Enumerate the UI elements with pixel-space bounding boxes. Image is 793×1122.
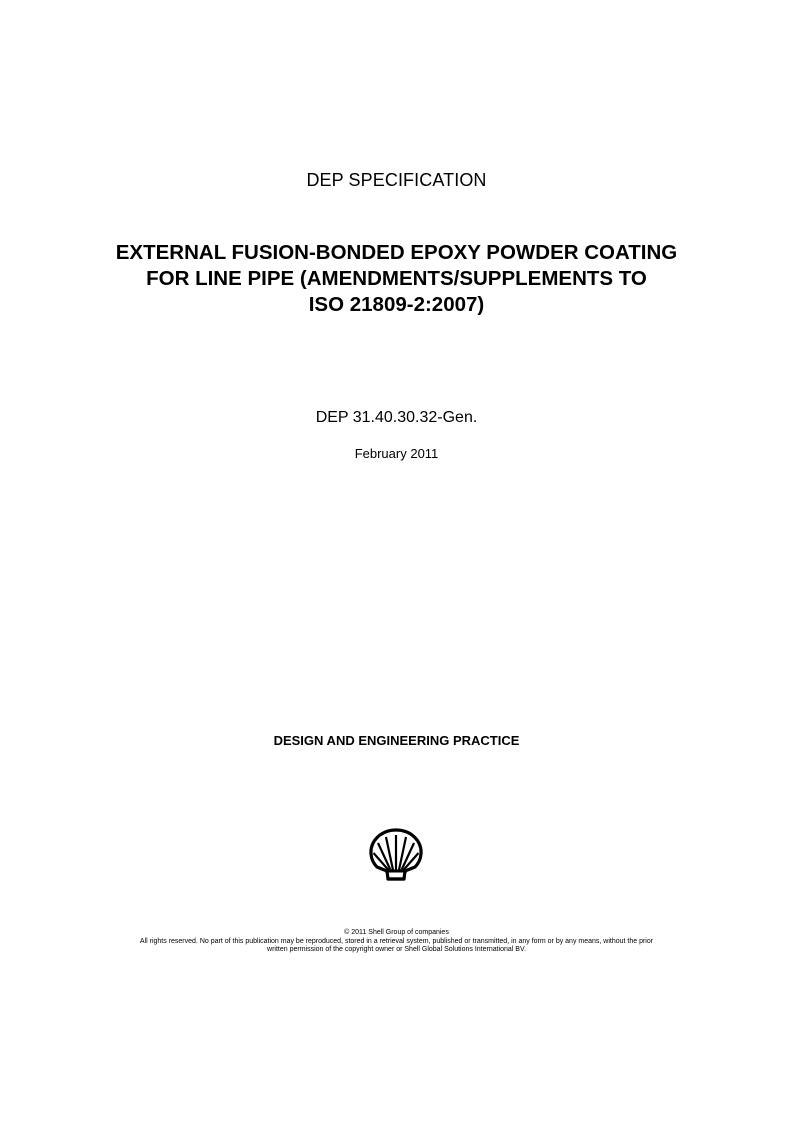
copyright-notice (0, 929, 793, 955)
document-date: February 2011 (354, 446, 439, 461)
copyright-line: written permission of the copyright owner or Shell Global Solutions International BV. (267, 946, 526, 953)
document-type-label: DEP SPECIFICATION (306, 170, 487, 190)
document-number: DEP 31.40.30.32-Gen. (315, 409, 478, 426)
document-title (0, 240, 793, 318)
title-line: ISO 21809-2:2007) (308, 293, 485, 316)
shell-logo-icon (367, 827, 425, 883)
title-line: FOR LINE PIPE (AMENDMENTS/SUPPLEMENTS TO (146, 267, 647, 290)
copyright-line: © 2011 Shell Group of companies (344, 929, 449, 936)
practice-label: DESIGN AND ENGINEERING PRACTICE (273, 733, 520, 748)
copyright-line: All rights reserved. No part of this publication may be reproduced, stored in a retrieval system, published or transmitted, in any form or by any means, without the prior (139, 937, 654, 945)
title-line: EXTERNAL FUSION-BONDED EPOXY POWDER COATING (115, 241, 678, 264)
